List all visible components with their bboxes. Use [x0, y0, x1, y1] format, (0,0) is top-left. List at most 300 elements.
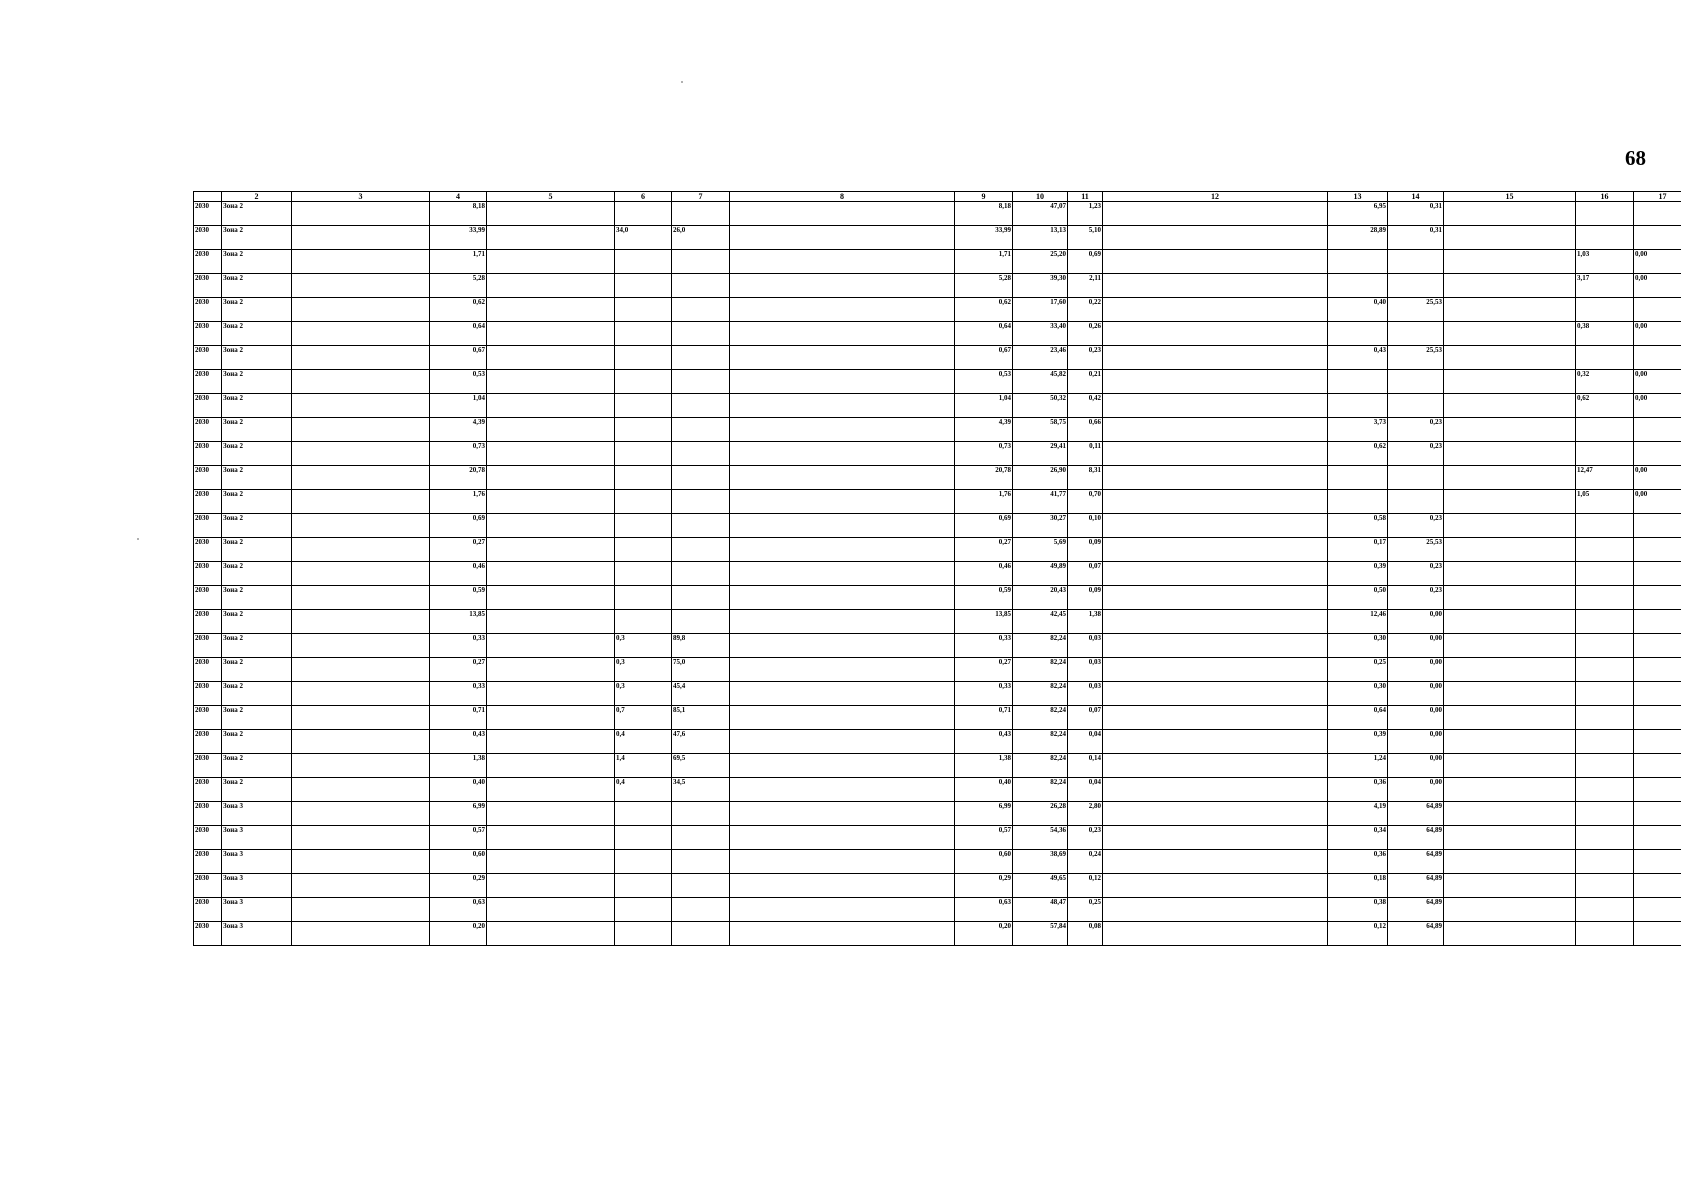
table-cell: 82,24 — [1013, 730, 1068, 754]
table-cell — [1444, 610, 1576, 634]
table-cell: 49,65 — [1013, 874, 1068, 898]
table-cell — [1103, 442, 1328, 466]
table-cell — [672, 466, 730, 490]
table-cell — [730, 586, 955, 610]
header-cell: 5 — [487, 192, 615, 202]
table-cell — [730, 466, 955, 490]
table-cell: 0,60 — [955, 850, 1013, 874]
table-cell: 49,89 — [1013, 562, 1068, 586]
table-cell: 1,71 — [430, 250, 487, 274]
table-cell — [487, 658, 615, 682]
table-cell: 0,46 — [955, 562, 1013, 586]
table-cell — [487, 538, 615, 562]
table-cell — [1103, 394, 1328, 418]
table-row — [194, 394, 1681, 418]
table-cell — [1576, 298, 1634, 322]
table-cell — [292, 226, 430, 250]
table-cell: 0,23 — [1068, 826, 1103, 850]
table-cell: 34,5 — [672, 778, 730, 802]
header-cell: 16 — [1576, 192, 1634, 202]
table-cell: 0,71 — [955, 706, 1013, 730]
table-cell — [1103, 874, 1328, 898]
table-cell: 0,00 — [1634, 466, 1681, 490]
table-cell: Зона 2 — [222, 466, 292, 490]
table-cell — [1576, 226, 1634, 250]
table-cell: Зона 2 — [222, 442, 292, 466]
table-cell: 2030 — [194, 754, 222, 778]
table-cell: Зона 2 — [222, 730, 292, 754]
table-cell — [487, 778, 615, 802]
header-cell: 4 — [430, 192, 487, 202]
table-cell: 6,99 — [955, 802, 1013, 826]
table-cell — [1444, 634, 1576, 658]
table-cell: 5,69 — [1013, 538, 1068, 562]
table-cell: 82,24 — [1013, 778, 1068, 802]
table-cell — [487, 466, 615, 490]
table-cell — [292, 610, 430, 634]
table-cell: 1,38 — [1068, 610, 1103, 634]
table-cell — [487, 226, 615, 250]
table-cell: Зона 2 — [222, 706, 292, 730]
table-cell — [292, 418, 430, 442]
table-cell — [730, 226, 955, 250]
table-cell — [1576, 562, 1634, 586]
table-cell: 0,62 — [1328, 442, 1388, 466]
table-cell: 33,99 — [430, 226, 487, 250]
table-cell — [1444, 274, 1576, 298]
table-cell — [1576, 802, 1634, 826]
table-cell — [292, 922, 430, 946]
table-cell — [1576, 706, 1634, 730]
table-cell — [615, 418, 672, 442]
table-cell — [487, 514, 615, 538]
table-cell — [1576, 850, 1634, 874]
table-cell — [1103, 226, 1328, 250]
table-cell: Зона 2 — [222, 538, 292, 562]
table-cell: 1,23 — [1068, 202, 1103, 226]
table-cell — [1103, 826, 1328, 850]
table-cell — [292, 586, 430, 610]
table-cell — [1444, 466, 1576, 490]
table-cell — [1388, 466, 1444, 490]
table-cell: 0,69 — [1068, 250, 1103, 274]
table-cell — [1576, 658, 1634, 682]
table-cell — [730, 610, 955, 634]
table-cell — [487, 274, 615, 298]
table-cell: 0,27 — [430, 538, 487, 562]
table-cell: 0,00 — [1634, 322, 1681, 346]
table-cell: Зона 2 — [222, 490, 292, 514]
table-cell: Зона 2 — [222, 586, 292, 610]
table-cell — [1634, 826, 1681, 850]
table-cell: 64,89 — [1388, 874, 1444, 898]
table-cell: 0,03 — [1068, 634, 1103, 658]
table-cell: 0,18 — [1328, 874, 1388, 898]
table-cell: 2030 — [194, 466, 222, 490]
table-cell: 2030 — [194, 370, 222, 394]
table-cell — [1388, 274, 1444, 298]
table-cell: 30,27 — [1013, 514, 1068, 538]
table-cell — [1576, 826, 1634, 850]
table-cell — [1103, 562, 1328, 586]
table-cell — [1444, 754, 1576, 778]
table-cell — [1576, 922, 1634, 946]
table-cell — [672, 490, 730, 514]
table-cell: 25,53 — [1388, 538, 1444, 562]
table-cell — [1103, 850, 1328, 874]
table-cell — [672, 274, 730, 298]
table-cell — [1576, 730, 1634, 754]
table-cell: 0,14 — [1068, 754, 1103, 778]
table-cell — [730, 826, 955, 850]
header-cell: 11 — [1068, 192, 1103, 202]
table-cell: 3,17 — [1576, 274, 1634, 298]
table-cell — [292, 778, 430, 802]
table-cell: 0,71 — [430, 706, 487, 730]
table-cell: 2030 — [194, 562, 222, 586]
table-cell: 0,24 — [1068, 850, 1103, 874]
table-cell: Зона 3 — [222, 922, 292, 946]
table-cell — [487, 874, 615, 898]
table-cell: 2030 — [194, 418, 222, 442]
table-cell — [1634, 610, 1681, 634]
table-cell — [730, 706, 955, 730]
table-cell: 33,40 — [1013, 322, 1068, 346]
table-cell: 0,62 — [1576, 394, 1634, 418]
table-cell: 5,28 — [430, 274, 487, 298]
table-cell: 45,4 — [672, 682, 730, 706]
table-cell — [292, 874, 430, 898]
table-cell: 0,40 — [955, 778, 1013, 802]
table-cell: 0,00 — [1634, 370, 1681, 394]
table-cell — [1328, 250, 1388, 274]
table-cell — [1328, 370, 1388, 394]
table-cell — [487, 346, 615, 370]
table-row — [194, 874, 1681, 898]
table-cell — [1576, 442, 1634, 466]
table-cell: Зона 3 — [222, 898, 292, 922]
table-cell: 0,43 — [955, 730, 1013, 754]
table-cell: 6,99 — [430, 802, 487, 826]
table-cell — [1388, 490, 1444, 514]
table-cell — [1576, 514, 1634, 538]
table-cell: 0,53 — [430, 370, 487, 394]
table-cell — [487, 250, 615, 274]
table-cell — [487, 706, 615, 730]
table-cell — [292, 490, 430, 514]
table-cell: 0,36 — [1328, 850, 1388, 874]
table-cell — [1444, 250, 1576, 274]
table-cell — [1103, 418, 1328, 442]
table-cell — [1103, 298, 1328, 322]
table-cell: 8,18 — [430, 202, 487, 226]
header-cell: 9 — [955, 192, 1013, 202]
table-cell — [487, 490, 615, 514]
table-cell — [730, 562, 955, 586]
table-cell — [672, 850, 730, 874]
table-cell: 0,34 — [1328, 826, 1388, 850]
table-cell: 0,64 — [955, 322, 1013, 346]
table-cell — [292, 322, 430, 346]
table-cell — [1444, 490, 1576, 514]
table-cell — [730, 778, 955, 802]
table-cell: 1,04 — [430, 394, 487, 418]
table-cell — [1103, 346, 1328, 370]
data-table — [193, 191, 1681, 946]
table-cell: 6,95 — [1328, 202, 1388, 226]
table-cell — [1444, 322, 1576, 346]
table-cell — [1444, 562, 1576, 586]
table-cell: 0,00 — [1388, 706, 1444, 730]
table-cell — [1634, 874, 1681, 898]
table-cell: 0,53 — [955, 370, 1013, 394]
table-cell — [730, 490, 955, 514]
table-cell — [1103, 466, 1328, 490]
table-row — [194, 898, 1681, 922]
table-cell: 0,73 — [955, 442, 1013, 466]
table-cell: 2,80 — [1068, 802, 1103, 826]
table-row — [194, 562, 1681, 586]
table-cell: 2030 — [194, 634, 222, 658]
table-cell: 34,0 — [615, 226, 672, 250]
table-cell — [672, 802, 730, 826]
table-cell: 2030 — [194, 658, 222, 682]
table-cell: 0,31 — [1388, 202, 1444, 226]
table-cell — [730, 514, 955, 538]
header-cell: 3 — [292, 192, 430, 202]
table-cell — [1444, 370, 1576, 394]
table-cell: 1,05 — [1576, 490, 1634, 514]
table-cell: Зона 3 — [222, 874, 292, 898]
table-cell — [1634, 922, 1681, 946]
table-cell — [730, 442, 955, 466]
table-cell: 0,23 — [1388, 562, 1444, 586]
table-cell — [1576, 586, 1634, 610]
table-cell — [1634, 730, 1681, 754]
table-cell: 0,38 — [1328, 898, 1388, 922]
table-cell: 38,69 — [1013, 850, 1068, 874]
table-cell: 26,28 — [1013, 802, 1068, 826]
table-cell — [1634, 634, 1681, 658]
table-row — [194, 826, 1681, 850]
table-cell: Зона 2 — [222, 274, 292, 298]
table-cell: 0,64 — [1328, 706, 1388, 730]
table-row — [194, 850, 1681, 874]
table-row — [194, 490, 1681, 514]
table-cell: 0,3 — [615, 634, 672, 658]
table-cell: Зона 2 — [222, 202, 292, 226]
table-cell — [1634, 442, 1681, 466]
table-cell: 0,40 — [1328, 298, 1388, 322]
table-cell — [1444, 418, 1576, 442]
table-cell: 0,7 — [615, 706, 672, 730]
table-cell — [615, 898, 672, 922]
table-cell — [615, 370, 672, 394]
table-cell: 0,70 — [1068, 490, 1103, 514]
table-cell — [1444, 850, 1576, 874]
table-cell — [292, 442, 430, 466]
table-cell: 2030 — [194, 274, 222, 298]
table-cell: 8,31 — [1068, 466, 1103, 490]
table-cell: 5,28 — [955, 274, 1013, 298]
table-cell — [1328, 394, 1388, 418]
table-cell — [730, 658, 955, 682]
table-cell: 0,00 — [1388, 634, 1444, 658]
table-cell — [1576, 346, 1634, 370]
table-cell — [487, 202, 615, 226]
table-cell: 0,58 — [1328, 514, 1388, 538]
table-cell — [672, 298, 730, 322]
table-cell — [1576, 682, 1634, 706]
header-cell: 17 — [1634, 192, 1681, 202]
table-cell — [1444, 514, 1576, 538]
table-cell: 0,39 — [1328, 730, 1388, 754]
table-cell — [292, 538, 430, 562]
table-cell: 0,00 — [1388, 730, 1444, 754]
table-cell: 0,27 — [955, 658, 1013, 682]
table-cell — [672, 370, 730, 394]
table-cell: 0,00 — [1388, 610, 1444, 634]
table-cell: 2030 — [194, 322, 222, 346]
table-cell: 2030 — [194, 346, 222, 370]
table-cell — [487, 562, 615, 586]
table-cell — [487, 826, 615, 850]
table-cell — [615, 610, 672, 634]
table-cell — [730, 754, 955, 778]
table-cell: 33,99 — [955, 226, 1013, 250]
table-cell — [1444, 586, 1576, 610]
table-cell — [1103, 754, 1328, 778]
table-cell: 2030 — [194, 730, 222, 754]
table-cell — [1576, 202, 1634, 226]
table-cell — [487, 850, 615, 874]
table-cell: 0,60 — [430, 850, 487, 874]
table-cell: 0,07 — [1068, 706, 1103, 730]
table-cell: 47,07 — [1013, 202, 1068, 226]
table-cell: 0,4 — [615, 730, 672, 754]
table-cell — [1103, 634, 1328, 658]
table-cell: 0,59 — [955, 586, 1013, 610]
table-cell: 0,33 — [955, 682, 1013, 706]
table-cell: 4,19 — [1328, 802, 1388, 826]
table-cell — [1388, 394, 1444, 418]
table-cell — [1103, 706, 1328, 730]
table-row — [194, 538, 1681, 562]
table-cell — [615, 202, 672, 226]
table-cell — [1103, 730, 1328, 754]
table-cell — [672, 922, 730, 946]
table-cell — [730, 250, 955, 274]
table-cell: Зона 3 — [222, 826, 292, 850]
header-row — [194, 192, 1681, 202]
table-cell — [730, 202, 955, 226]
table-cell — [487, 730, 615, 754]
table-cell: 25,53 — [1388, 346, 1444, 370]
table-cell — [487, 298, 615, 322]
table-cell: 0,33 — [430, 634, 487, 658]
table-row — [194, 250, 1681, 274]
table-cell — [1634, 778, 1681, 802]
table-cell — [1103, 610, 1328, 634]
table-cell: 0,29 — [430, 874, 487, 898]
table-cell: Зона 2 — [222, 394, 292, 418]
table-cell: 1,76 — [955, 490, 1013, 514]
table-cell — [1634, 682, 1681, 706]
table-cell: 0,00 — [1388, 682, 1444, 706]
table-cell: 0,50 — [1328, 586, 1388, 610]
table-cell: 12,47 — [1576, 466, 1634, 490]
table-cell — [487, 634, 615, 658]
table-cell — [672, 586, 730, 610]
table-cell — [730, 370, 955, 394]
table-cell — [1103, 370, 1328, 394]
table-cell — [1444, 658, 1576, 682]
table-cell: 0,39 — [1328, 562, 1388, 586]
table-cell: 2030 — [194, 874, 222, 898]
header-cell: 6 — [615, 192, 672, 202]
table-cell: Зона 3 — [222, 850, 292, 874]
table-cell — [1634, 418, 1681, 442]
table-cell: 0,43 — [1328, 346, 1388, 370]
header-cell: 8 — [730, 192, 955, 202]
table-cell — [292, 466, 430, 490]
table-cell: 1,71 — [955, 250, 1013, 274]
table-cell — [292, 562, 430, 586]
table-cell — [730, 802, 955, 826]
table-cell: 0,08 — [1068, 922, 1103, 946]
table-cell — [1103, 802, 1328, 826]
table-cell: 12,46 — [1328, 610, 1388, 634]
table-cell — [615, 490, 672, 514]
table-cell: 2030 — [194, 610, 222, 634]
table-cell: 0,31 — [1388, 226, 1444, 250]
table-cell: 3,73 — [1328, 418, 1388, 442]
table-cell — [1103, 658, 1328, 682]
table-cell: 1,38 — [430, 754, 487, 778]
table-cell: 64,89 — [1388, 922, 1444, 946]
table-cell — [1444, 442, 1576, 466]
table-row — [194, 322, 1681, 346]
table-cell: 82,24 — [1013, 706, 1068, 730]
table-cell — [1328, 322, 1388, 346]
table-cell — [615, 322, 672, 346]
table-cell: Зона 2 — [222, 634, 292, 658]
table-cell — [1634, 514, 1681, 538]
header-cell: 14 — [1388, 192, 1444, 202]
table-cell — [292, 682, 430, 706]
table-cell: 1,76 — [430, 490, 487, 514]
table-cell — [730, 898, 955, 922]
table-cell — [615, 346, 672, 370]
table-cell: 2030 — [194, 514, 222, 538]
table-cell: 2030 — [194, 898, 222, 922]
table-cell: 0,30 — [1328, 682, 1388, 706]
table-cell: 2030 — [194, 202, 222, 226]
table-cell — [1444, 826, 1576, 850]
table-cell: 0,23 — [1388, 418, 1444, 442]
table-cell — [1576, 874, 1634, 898]
table-cell — [1634, 658, 1681, 682]
table-cell: 64,89 — [1388, 850, 1444, 874]
table-cell: 0,25 — [1068, 898, 1103, 922]
table-cell — [1634, 538, 1681, 562]
table-cell: 0,69 — [955, 514, 1013, 538]
table-cell: 75,0 — [672, 658, 730, 682]
table-cell: 0,63 — [430, 898, 487, 922]
table-cell: 2030 — [194, 538, 222, 562]
table-cell — [1576, 634, 1634, 658]
table-cell — [1444, 682, 1576, 706]
